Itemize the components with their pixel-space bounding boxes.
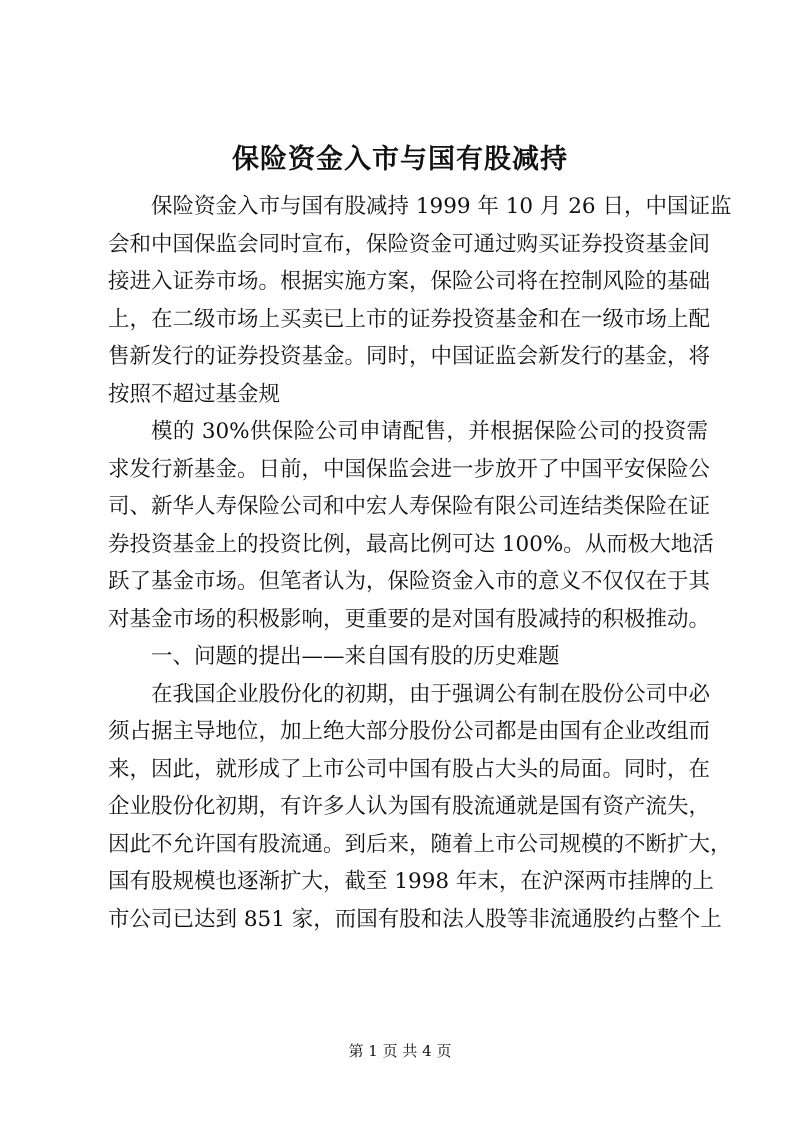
section-heading: 一、问题的提出——来自国有股的历史难题: [151, 644, 560, 669]
document-body: [108, 188, 732, 938]
text-line: 售新发行的证券投资基金。同时，中国证监会新发行的基金，将: [108, 344, 711, 369]
document-title: 保险资金入市与国有股减持: [232, 144, 568, 175]
page-footer: 第 1 页 共 4 页: [348, 1042, 452, 1060]
text-line: 来，因此，就形成了上市公司中国有股占大头的局面。同时，在: [108, 756, 711, 782]
text-line: 接进入证券市场。根据实施方案，保险公司将在控制风险的基础: [108, 269, 711, 294]
text-line: 求发行新基金。日前，中国保监会进一步放开了中国平安保险公: [108, 456, 711, 482]
text-line: 须占据主导地位，加上绝大部分股份公司都是由国有企业改组而: [108, 719, 711, 744]
text-line: 企业股份化初期，有许多人认为国有股流通就是国有资产流失，: [108, 794, 711, 819]
text-line: 对基金市场的积极影响，更重要的是对国有股减持的积极推动。: [108, 606, 711, 632]
text-line: 保险资金入市与国有股减持 1999 年 10 月 26 日，中国证监: [151, 194, 732, 219]
text-line: 在我国企业股份化的初期，由于强调公有制在股份公司中必: [151, 681, 711, 707]
text-line: 市公司已达到 851 家，而国有股和法人股等非流通股约占整个上: [108, 906, 722, 932]
text-line: 券投资基金上的投资比例，最高比例可达 100%。从而极大地活: [108, 531, 714, 557]
text-line: 上，在二级市场上买卖已上市的证券投资基金和在一级市场上配: [108, 306, 711, 332]
text-line: 跃了基金市场。但笔者认为，保险资金入市的意义不仅仅在于其: [108, 569, 711, 594]
text-line: 按照不超过基金规: [108, 381, 281, 407]
text-line: 司、新华人寿保险公司和中宏人寿保险有限公司连结类保险在证: [108, 494, 711, 519]
text-line: 国有股规模也逐渐扩大，截至 1998 年末，在沪深两市挂牌的上: [108, 869, 714, 894]
text-line: 会和中国保监会同时宣布，保险资金可通过购买证券投资基金间: [108, 231, 711, 257]
text-line: 因此不允许国有股流通。到后来，随着上市公司规模的不断扩大，: [108, 831, 732, 857]
text-line: 模的 30%供保险公司申请配售，并根据保险公司的投资需: [151, 419, 708, 444]
